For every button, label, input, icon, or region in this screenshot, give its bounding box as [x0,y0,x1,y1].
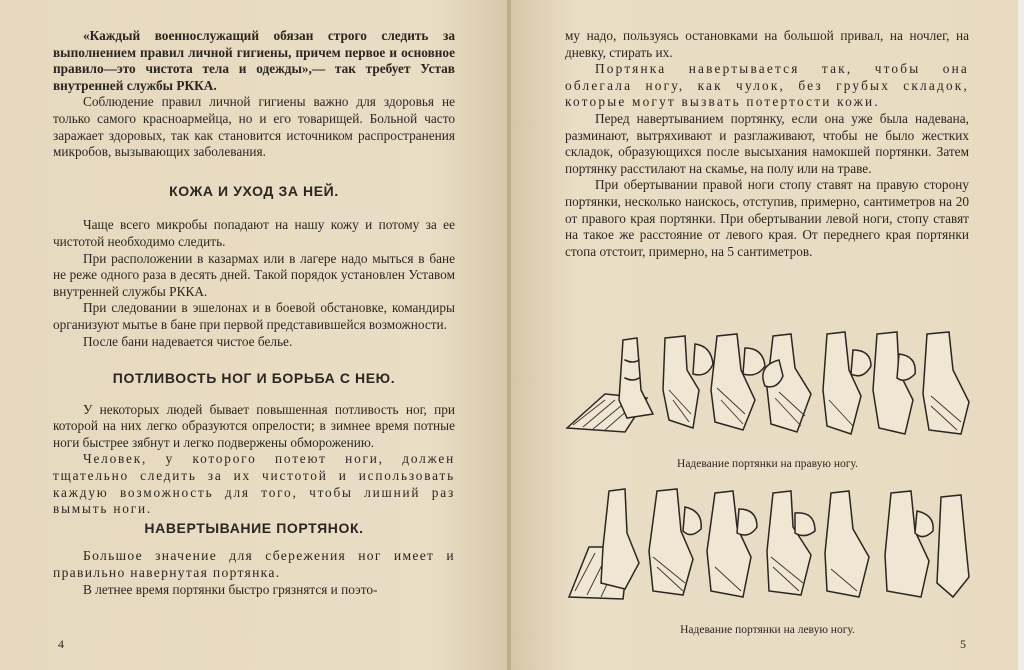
caption-right-foot: Надевание портянки на правую ногу. [677,458,858,470]
right-foot-paragraph: При обертывании правой ноги стопу ставят на правую сторону портянки, несколько наискось, отступив, примерно, сантиметров на 20 от правого края портянки. При обертывании левой ноги, стопу ставят на такое же расстояние от левого края. От переднего края портянки стопа отстоит, примерно, на 5 сантиметров. [565,177,969,259]
right-text-column [565,28,969,260]
left-text-column [53,28,455,598]
illustration-right-foot [565,330,970,442]
heading-sweat: ПОТЛИВОСТЬ НОГ И БОРЬБА С НЕЮ. [112,370,396,387]
page-number-left: 4 [58,637,64,651]
before-paragraph: Перед навертыванием портянку, если она уже была надевана, разминают, вытряхивают и разглаживают, чтобы не было жестких складок, образующихся после высыхания намокшей портянки. Затем портянку расстилают на скамье, на полу или на траве. [565,110,969,176]
illustration-left-foot [565,487,970,605]
page-edge [1018,0,1024,670]
heading-skin: КОЖА И УХОД ЗА НЕЙ. [169,182,339,199]
foot-wrapping-sequence-right-drawing [565,330,970,442]
importance-paragraph: Большое значение для сбережения ног имеет и правильно навернутая портянка. [53,548,455,581]
summer-paragraph: В летнее время портянки быстро грязнятся и поэто- [83,581,378,597]
left-page [0,0,509,670]
quote-paragraph: «Каждый военнослужащий обязан строго следить за выполнением правил личной гигиены, причем первое и основное правило—это чистота тела и одежды»,— так требует Устав внутренней службы РККА. [53,28,455,93]
after-bath-paragraph: После бани надевается чистое белье. [83,333,293,349]
barracks-paragraph: При расположении в казармах или в лагере надо мыться в бане не реже одного раза в десять дней. Такой порядок установлен Уставом внутренней службы РККА. [53,250,455,299]
right-page [511,0,1024,670]
hygiene-paragraph: Соблюдение правил личной гигиены важно для здоровья не только самого красноармейца, но и его товарищей. Больной часто заражает здоровых, так как становится источником распространения микробов, вызывающих заболевания. [53,94,455,160]
heading-wrapping: НАВЕРТЫВАНИЕ ПОРТЯНОК. [144,519,364,536]
caption-left-foot: Надевание портянки на левую ногу. [680,624,855,636]
echelons-paragraph: При следовании в эшелонах и в боевой обстановке, командиры организуют мытье в бане при первой представившейся возможности. [53,300,455,332]
page-number-right: 5 [960,637,966,651]
wound-paragraph: Портянка навертывается так, чтобы она облегала ногу, как чулок, без грубых складок, которые могут вызвать потертости кожи. [565,61,969,110]
continue-paragraph: му надо, пользуясь остановками на большой привал, на ночлег, на дневку, стирать их. [565,28,969,60]
person-paragraph: Человек, у которого потеют ноги, должен тщательно следить за их чистотой и использовать каждую возможность для того, чтобы лишний раз вымыть ноги. [53,451,455,517]
sweat-paragraph: У некоторых людей бывает повышенная потливость ног, при которой на них легко образуются опрелости; в зимнее время потные ноги быстрее зябнут и легко подвержены обморожению. [53,401,455,450]
foot-wrapping-sequence-left-drawing [565,487,970,605]
skin-paragraph: Чаще всего микробы попадают на нашу кожу и потому за ее чистотой необходимо следить. [53,217,455,249]
